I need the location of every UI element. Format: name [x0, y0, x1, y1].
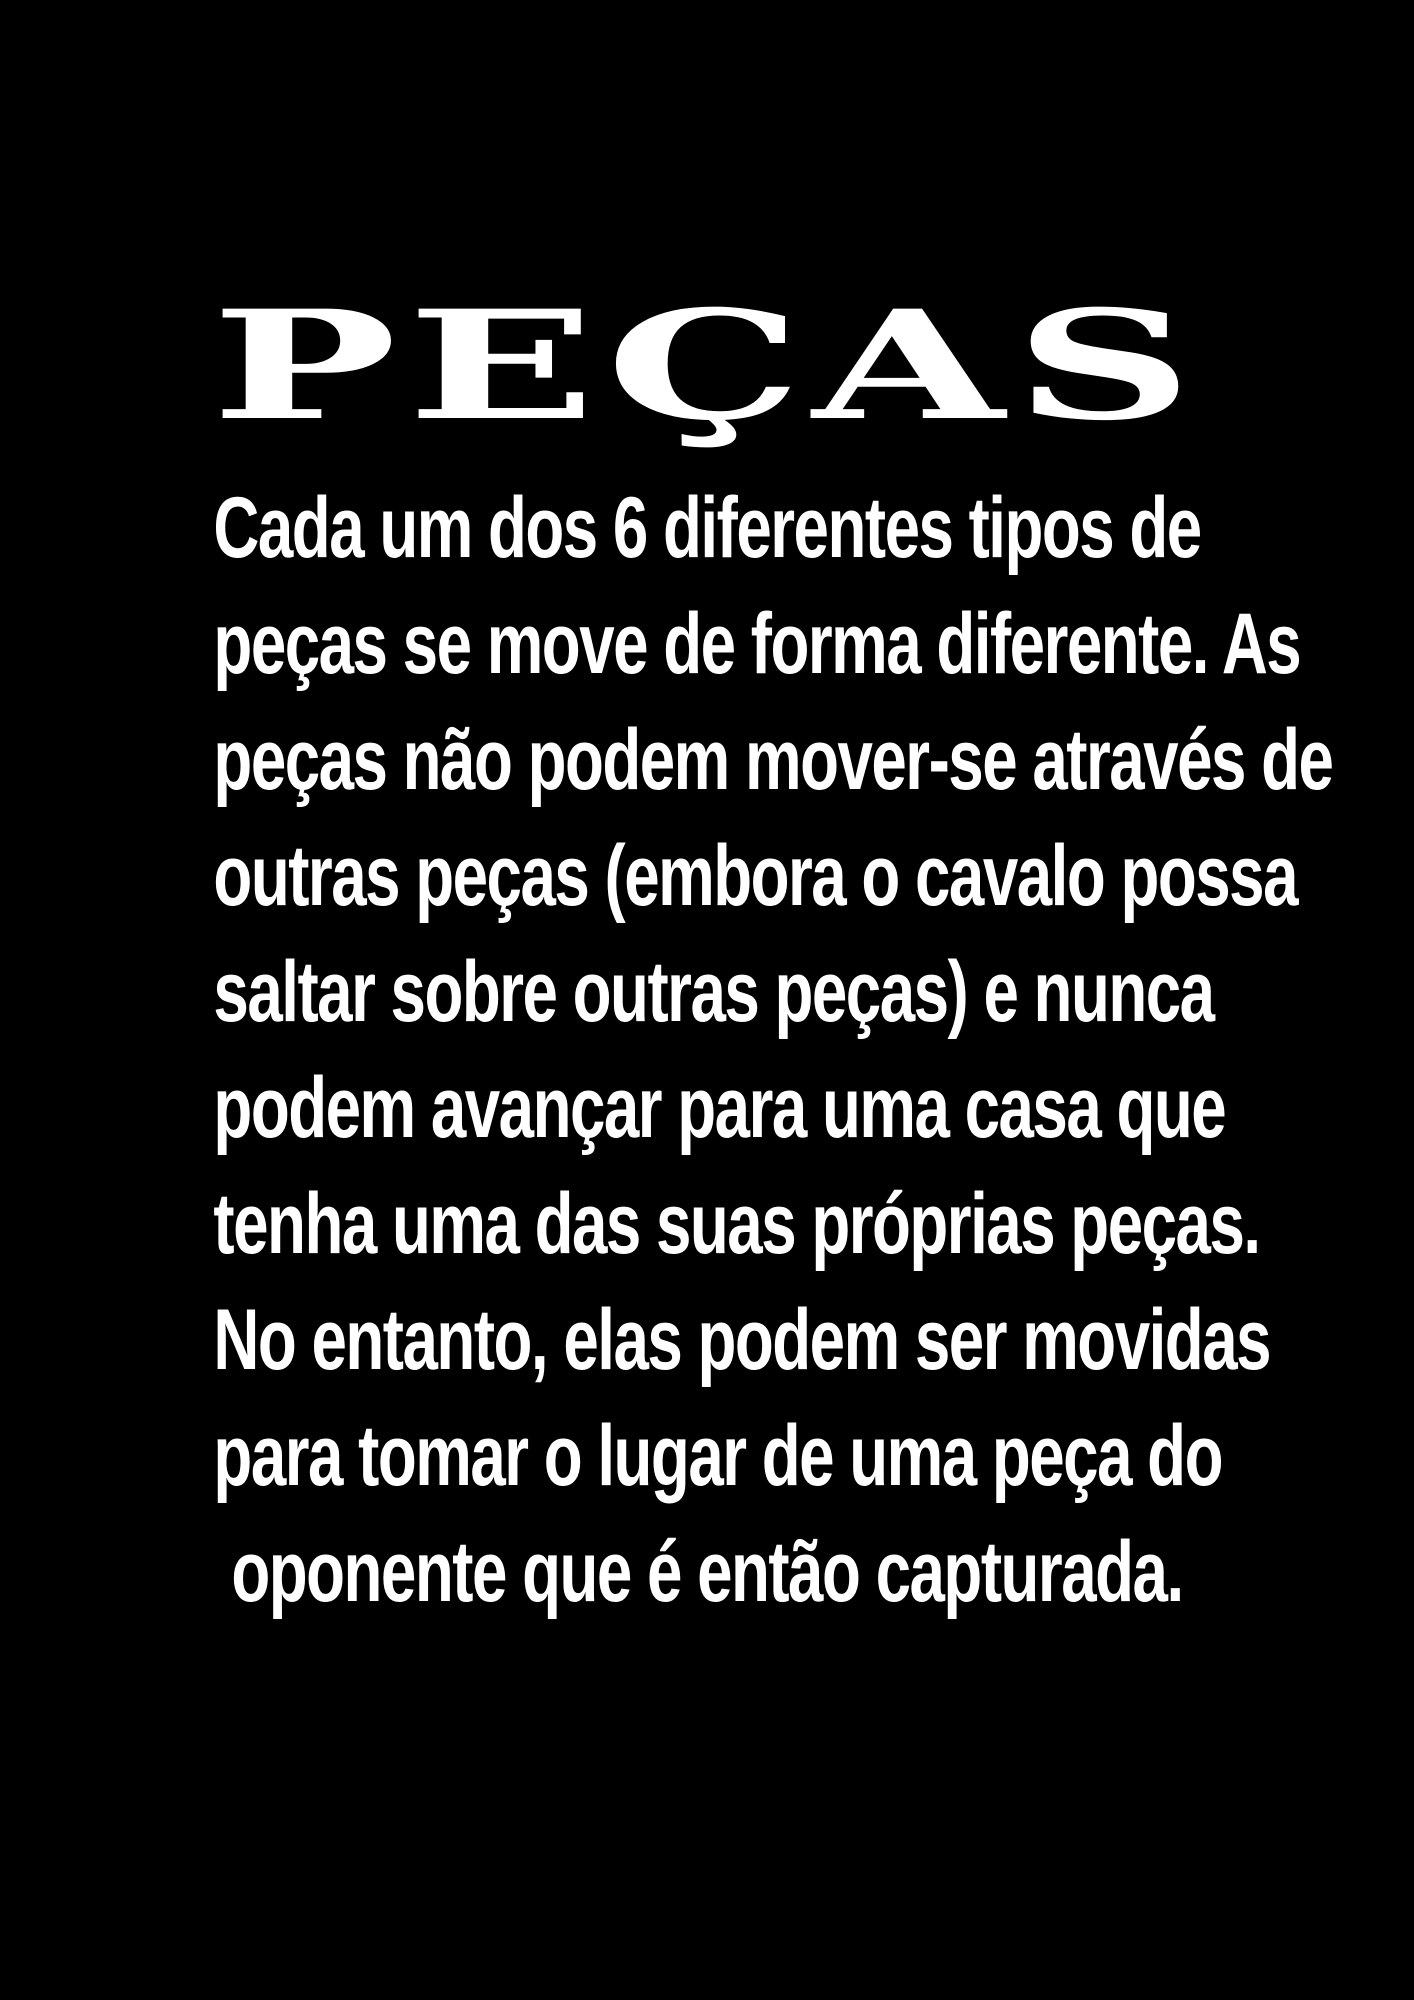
paragraph-line: para tomar o lugar de uma peça do: [213, 1408, 1222, 1504]
paragraph-line: podem avançar para uma casa que: [213, 1060, 1226, 1156]
paragraph-line: Cada um dos 6 diferentes tipos de: [213, 480, 1201, 576]
paragraph-line: outras peças (embora o cavalo possa: [213, 828, 1297, 924]
paragraph-line: peças não podem mover-se através de: [213, 712, 1333, 808]
paragraph-line: peças se move de forma diferente. As: [213, 596, 1301, 692]
paragraph-line: oponente que é então capturada.: [231, 1524, 1183, 1620]
paragraph-line: No entanto, elas podem ser movidas: [213, 1292, 1271, 1388]
body-paragraph: [40, 470, 1374, 1630]
paragraph-line: saltar sobre outras peças) e nunca: [213, 944, 1214, 1040]
paragraph-line: tenha uma das suas próprias peças.: [213, 1176, 1260, 1272]
page-title: PEÇAS: [210, 277, 1204, 454]
